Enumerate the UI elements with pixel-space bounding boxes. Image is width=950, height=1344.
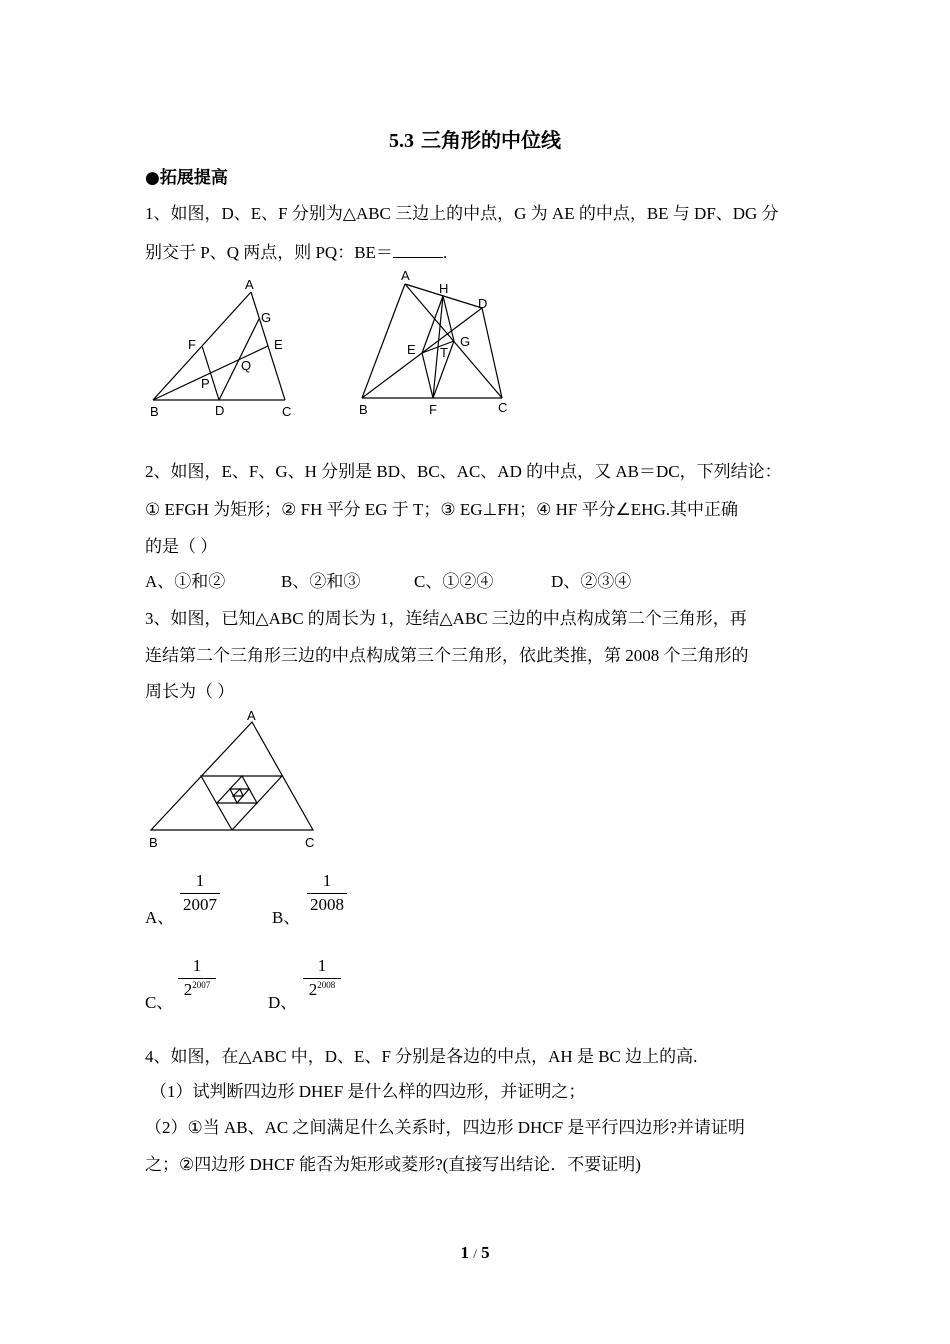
label-f: F — [188, 337, 196, 352]
q4-line2: （1）试判断四边形 DHEF 是什么样的四边形，并证明之； — [150, 1082, 586, 1101]
label-g: G — [460, 334, 471, 349]
label-f: F — [429, 402, 437, 417]
label-a: A — [245, 277, 254, 292]
q1-line2: 别交于 P、Q 两点，则 PQ：BE＝ . — [145, 243, 448, 262]
q4-line4: 之；②四边形 DHCF 能否为矩形或菱形?(直接写出结论．不要证明) — [145, 1155, 641, 1174]
label-d: D — [215, 403, 225, 418]
q3-option-a-fraction: $\frac{1}{2007}$ — [180, 871, 220, 915]
q3-option-b-label: B、 — [272, 908, 301, 927]
q2-option-c: C、①②④ — [414, 572, 494, 591]
label-q: Q — [241, 358, 252, 373]
label-h: H — [439, 281, 449, 296]
label-t: T — [440, 345, 448, 360]
label-c: C — [305, 835, 315, 850]
side-ab — [362, 284, 405, 398]
label-p: P — [201, 376, 210, 391]
segment-fd — [202, 346, 219, 400]
page-number: 1 / 5 — [460, 1243, 490, 1262]
q3-figure — [145, 708, 325, 853]
label-a: A — [247, 708, 256, 723]
q1-line1: 1、如图，D、E、F 分别为△ABC 三边上的中点，G 为 AE 的中点，BE 与 DF、DG 分 — [145, 204, 779, 223]
label-g: G — [261, 310, 272, 325]
q2-line3: 的是（ ） — [145, 537, 218, 556]
label-c: C — [282, 404, 292, 419]
label-b: B — [150, 404, 159, 419]
triangle-5 — [233, 789, 243, 796]
q3-option-c-fraction: $\frac{1}{2^{2007}}$ — [178, 956, 216, 1000]
label-c: C — [498, 400, 508, 415]
label-b: B — [149, 835, 158, 850]
label-d: D — [478, 296, 488, 311]
q3-line1: 3、如图，已知△ABC 的周长为 1，连结△ABC 三边的中点构成第二个三角形，再 — [145, 609, 747, 628]
label-e: E — [274, 337, 283, 352]
q3-option-d-label: D、 — [268, 993, 298, 1012]
section-heading: ●拓展提高 — [145, 168, 228, 188]
q2-option-d: D、②③④ — [551, 572, 632, 591]
q3-option-d-fraction: $\frac{1}{2^{2008}}$ — [303, 956, 341, 1000]
q2-figure — [352, 268, 522, 420]
q3-option-c-label: C、 — [145, 993, 174, 1012]
answer-blank — [393, 243, 443, 258]
q3-option-b-fraction: $\frac{1}{2008}$ — [307, 871, 347, 915]
q4-line1: 4、如图，在△ABC 中，D、E、F 分别是各边的中点，AH 是 BC 边上的高. — [145, 1047, 698, 1066]
segment-ef — [422, 353, 433, 398]
q2-option-b: B、②和③ — [281, 572, 361, 591]
q4-line3: （2）①当 AB、AC 之间满足什么关系时，四边形 DHCF 是平行四边形?并请证明 — [145, 1118, 745, 1137]
side-dc — [482, 308, 502, 398]
label-e: E — [407, 342, 416, 357]
q2-option-a: A、①和② — [145, 572, 226, 591]
q2-line2: ① EFGH 为矩形；② FH 平分 EG 于 T；③ EG⊥FH；④ HF 平分∠EHG.其中正确 — [145, 500, 738, 519]
label-b: B — [359, 402, 368, 417]
q1-figure-left — [145, 272, 305, 422]
q3-line2: 连结第二个三角形三边的中点构成第三个三角形，依此类推，第 2008 个三角形的 — [145, 646, 749, 665]
q3-option-a-label: A、 — [145, 908, 175, 927]
page-title: 5.3 三角形的中位线 — [389, 128, 561, 152]
q3-line3: 周长为（ ） — [145, 682, 235, 701]
segment-dg — [219, 319, 259, 400]
label-a: A — [401, 268, 410, 283]
q2-line1: 2、如图，E、F、G、H 分别是 BD、BC、AC、AD 的中点，又 AB＝DC，下列结论： — [145, 462, 782, 481]
